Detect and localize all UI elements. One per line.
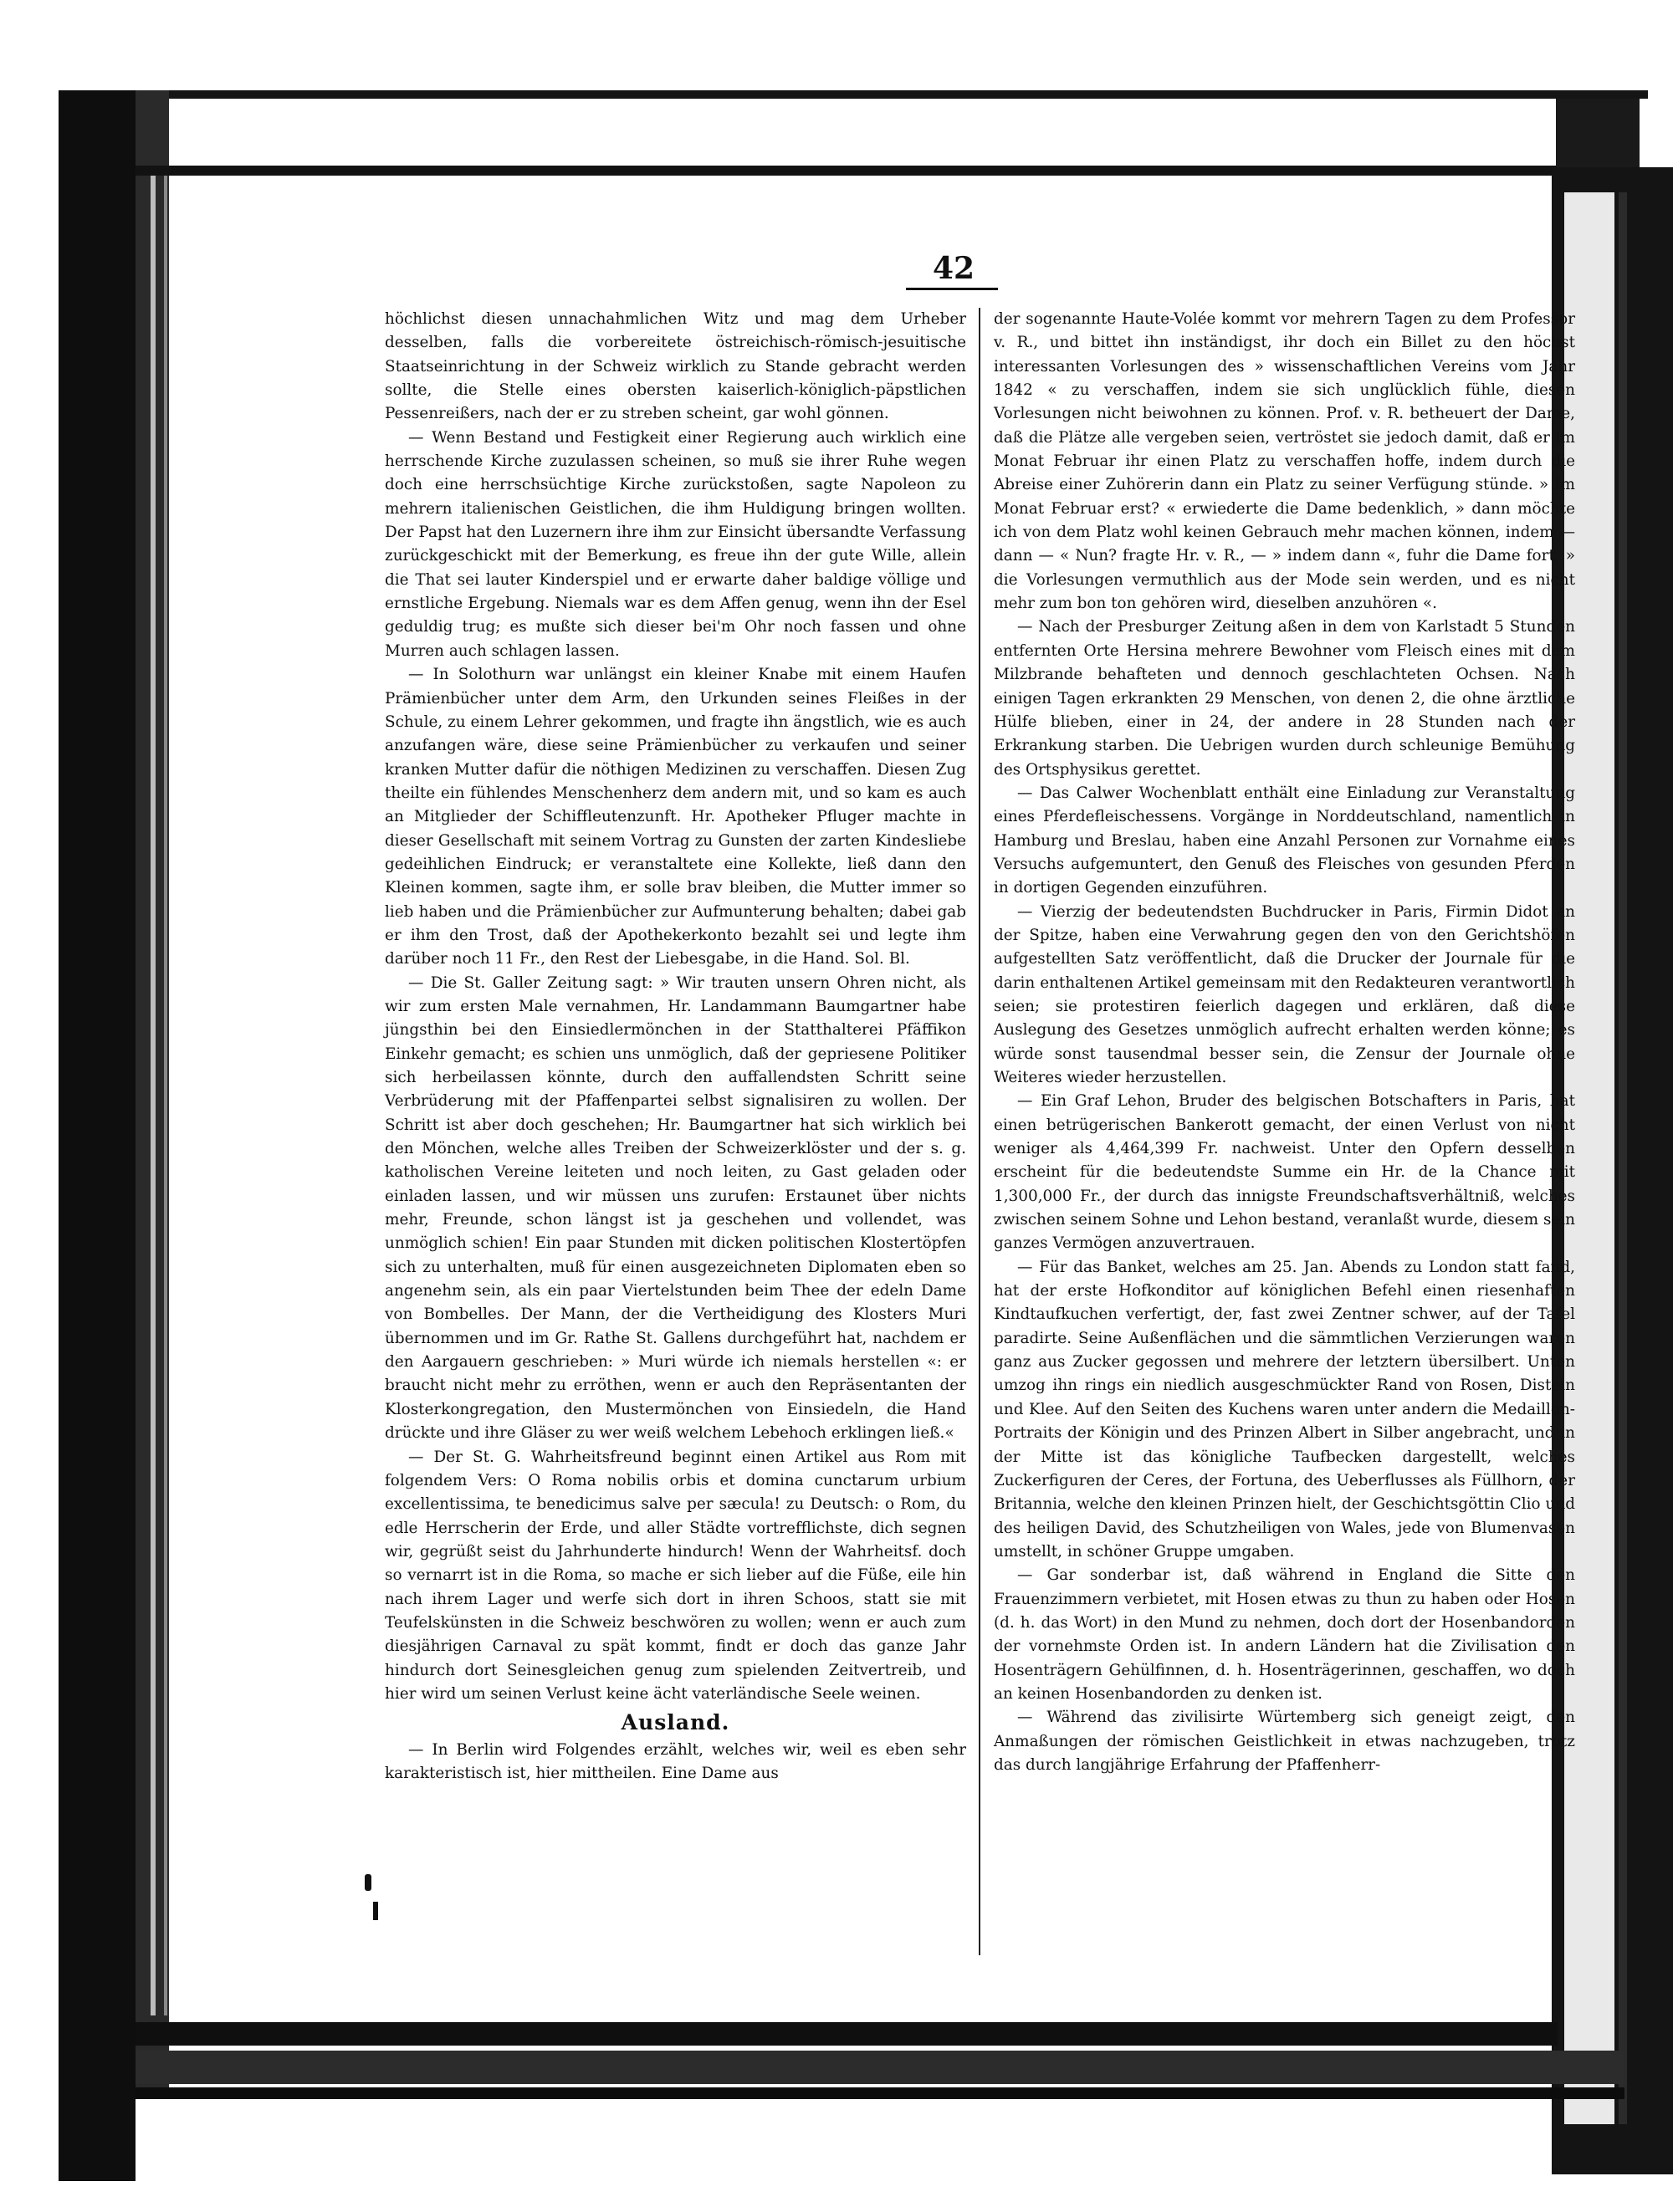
- spine-highlight: [151, 176, 156, 2015]
- left-column: [385, 308, 966, 1785]
- scan-left-border: [59, 90, 136, 2181]
- scan-bottom-shadow: [136, 2051, 1624, 2084]
- article-paragraph: — Der St. G. Wahrheitsfreund beginnt einen Artikel aus Rom mit folgendem Vers: O Roma nobilis orbis et domina cunctarum urbium excellentissima, te benedicimus salve per sæcula! zu Deutsch: o Rom, du edle Herrscherin der Erde, und aller Städte vortrefflichste, dich segnen wir, gegrüßt seist du Jahrhunderte hindurch! Wenn der Wahrheitsf. doch so vernarrt ist in die Roma, so mache er sich lieber auf die Füße, eile hin nach ihrem Lager und werfe sich dort in ihren Schoos, statt sie mit Teufelskünsten in die Schweiz beschwören zu wollen; wenn er auch zum diesjährigen Carnaval zu spät kommt, findt er doch das ganze Jahr hindurch dort Seinesgleichen genug zum spielenden Zeitvertreib, und hier wird um seinen Verlust keine ächt vaterländische Seele weinen.: [385, 1448, 966, 1703]
- article-paragraph: — Ein Graf Lehon, Bruder des belgischen Botschafters in Paris, hat einen betrügerischen Bankerott gemacht, der einen Verlust von nicht weniger als 4,464,399 Fr. nachweist. Unter den Opfern desselben erscheint für die bedeutendste Summe ein Hr. de la Chance mit 1,300,000 Fr., der durch das innigste Freundschaftsverhältniß, welches zwischen seinem Sohne und Lehon bestand, veranlaßt wurde, diesem sein ganzes Vermögen anzuvertrauen.: [994, 1092, 1575, 1253]
- article-paragraph: — Vierzig der bedeutendsten Buchdrucker in Paris, Firmin Didot an der Spitze, haben eine Verwahrung gegen den von den Gerichtshöfen aufgestellten Satz veröffentlicht, daß die Drucker der Journale für die darin enthaltenen Artikel gemeinsam mit den Redakteuren verantwortlich seien; sie protestiren feierlich dagegen und erklären, daß diese Auslegung des Gesetzes unmöglich aufrecht erhalten werden könne; es würde sonst tausendmal besser sein, die Zensur der Journale ohne Weiteres wieder herzustellen.: [994, 902, 1575, 1086]
- article-paragraph: — Während das zivilisirte Würtemberg sich geneigt zeigt, den Anmaßungen der römischen Geistlichkeit in etwas nachzugeben, trotz das durch langjährige Erfahrung der Pfaffenherr-: [994, 1709, 1575, 1774]
- scan-top-edge: [59, 90, 1648, 99]
- article-paragraph: — In Solothurn war unlängst ein kleiner Knabe mit einem Haufen Prämienbücher unter dem Arm, den Urkunden seines Fleißes in der Schule, zu einem Lehrer gekommen, und fragte ihn ängstlich, wie es auch anzufangen wäre, diese seine Prämienbücher zu verkaufen und seiner kranken Mutter dafür die nöthigen Medizinen zu verschaffen. Diesen Zug theilte ein fühlendes Menschenherz dem andern mit, und so kam es auch an Mitglieder der Schiffleutenzunft. Hr. Apotheker Pfluger machte in dieser Gesellschaft mit seinem Vortrag zu Gunsten der zarten Kindesliebe gedeihlichen Eindruck; er veranstaltete eine Kollekte, ließ dann den Kleinen kommen, sagte ihm, er solle brav bleiben, die Mutter immer so lieb haben und die Prämienbücher zur Aufmunterung behalten; dabei gab er ihm den Trost, daß der Apothekerkonto bezahlt sei und legte ihm darüber noch 11 Fr., den Rest der Liebesgabe, in die Hand. Sol. Bl.: [385, 666, 966, 968]
- section-heading-ausland: Ausland.: [621, 1710, 730, 1735]
- article-paragraph: höchlichst diesen unnachahmlichen Witz und mag dem Urheber desselben, falls die vorbereitete östreichisch-römisch-jesuitische Staatseinrichtung in der Schweiz wirklich zu Stande gebracht werden sollte, die Stelle eines obersten kaiserlich-königlich-päpstlichen Pessenreißers, nach der er zu streben scheint, gar wohl gönnen.: [385, 310, 966, 423]
- page-bottom-edge: [136, 2022, 1558, 2046]
- article-paragraph: — In Berlin wird Folgendes erzählt, welches wir, weil es eben sehr karakteristisch ist, hier mittheilen. Eine Dame aus: [385, 1740, 966, 1782]
- spine-highlight-2: [164, 176, 167, 2015]
- article-paragraph: — Gar sonderbar ist, daß während in England die Sitte den Frauenzimmern verbietet, mit Hosen etwas zu thun zu haben oder Hosen (d. h. das Wort) in den Mund zu nehmen, doch dort der Hosenbandorden der vornehmste Orden ist. In andern Ländern hat die Zivilisation den Hosenträgern Gehülfinnen, d. h. Hosenträgerinnen, geschaffen, wo doch an keinen Hosenbandorden zu denken ist.: [994, 1566, 1575, 1703]
- margin-ink-mark: [373, 1902, 378, 1920]
- page-edge-line: [1619, 192, 1627, 2124]
- article-paragraph: — Nach der Presburger Zeitung aßen in dem von Karlstadt 5 Stunden entfernten Orte Hersina mehrere Bewohner vom Fleisch eines mit dem Milzbrande behafteten und dennoch geschlachteten Ochsen. Nach einigen Tagen erkrankten 29 Menschen, von denen 2, die ohne ärztliche Hülfe blieben, einer in 24, der andere in 28 Stunden nach der Erkrankung starben. Die Uebrigen wurden durch schleunige Bemühung des Ortsphysikus gerettet.: [994, 618, 1575, 779]
- scan-bottom-border: [136, 2087, 1624, 2099]
- article-paragraph: — Die St. Galler Zeitung sagt: » Wir trauten unsern Ohren nicht, als wir zum ersten Male vernahmen, Hr. Landammann Baumgartner habe jüngsthin bei den Einsiedlermönchen in der Statthalterei Pfäffikon Einkehr gemacht; es schien uns unmöglich, daß der gepriesene Politiker sich herbeilassen könnte, durch den auffallendsten Schritt seine Verbrüderung mit der Pfaffenpartei selbst signalisiren zu wollen. Der Schritt ist aber doch geschehen; Hr. Baumgartner hat sich wirklich bei den Mönchen, welche alles Treiben der Schweizerklöster und der s. g. katholischen Vereine leiteten und noch leiten, zu Gast geladen oder einladen lassen, und wir müssen uns zurufen: Erstaunet über nichts mehr, Freunde, schon längst ist ja geschehen und vollendet, was unmöglich schien! Ein paar Stunden mit dicken politischen Klostertöpfen sich zu unterhalten, muß für einen ausgezeichneten Diplomaten eben so angenehm sein, als ein paar Viertelstunden beim Thee der edeln Dame von Bombelles. Der Mann, der die Vertheidigung des Klosters Muri übernommen und im Gr. Rathe St. Gallens durchgeführt hat, nachdem er den Aargauern geschrieben: » Muri würde ich niemals herstellen «: er braucht nicht mehr zu erröthen, wenn er auch den Repräsentanten der Klosterkongregation, den Mustermönchen von Einsiedeln, die Hand drückte und ihre Gläser zu wer weiß welchem Lebehoch erklingen ließ.«: [385, 973, 966, 1443]
- article-paragraph: — Das Calwer Wochenblatt enthält eine Einladung zur Veranstaltung eines Pferdefleischessens. Vorgänge in Norddeutschland, namentlich in Hamburg und Breslau, haben eine Anzahl Personen zur Vornahme eines Versuchs aufgemuntert, den Genuß des Fleisches von gesunden Pferden in dortigen Gegenden einzuführen.: [994, 784, 1575, 897]
- header-rule: [906, 288, 998, 290]
- right-column: [994, 308, 1575, 1777]
- article-paragraph: — Wenn Bestand und Festigkeit einer Regierung auch wirklich eine herrschende Kirche zuzulassen scheinen, so muß sie ihrer Ruhe wegen doch eine herrschsüchtige Kirche zurückstoßen, sagte Napoleon zu mehrern italienischen Geistlichen, die ihm Huldigung bringen wollten. Der Papst hat den Luzernern ihre ihm zur Einsicht übersandte Verfassung zurückgeschickt mit der Bemerkung, es freue ihn der gute Wille, allein die That sei lauter Kinderspiel und er erwarte daher baldige völlige und ernstliche Ergebung. Niemals war es dem Affen genug, wenn ihn der Esel geduldig trug; es mußte sich dieser bei'm Ohr noch fassen und ohne Murren auch schlagen lassen.: [385, 428, 966, 660]
- article-paragraph: — Für das Banket, welches am 25. Jan. Abends zu London statt fand, hat der erste Hofkonditor auf königlichen Befehl einen riesenhaften Kindtaufkuchen verfertigt, der, fast zwei Zentner schwer, auf der Tafel paradirte. Seine Außenflächen und die sämmtlichen Verzierungen waren ganz aus Zucker gegossen und mehrere der letztern übersilbert. Unten umzog ihn rings ein niedlich ausgeschmückter Rand von Rosen, Disteln und Klee. Auf den Seiten des Kuchens waren unter andern die Medaillon-Portraits der Königin und des Prinzen Albert in Silber angebracht, und in der Mitte ist das königliche Taufbecken dargestellt, welches Zuckerfiguren der Ceres, der Fortuna, des Ueberflusses als Füllhorn, der Britannia, welche den kleinen Prinzen hielt, der Geschichtsgöttin Clio und des heiligen David, des Schutzheiligen von Wales, jede von Blumenvasen umstellt, in schöner Gruppe umgaben.: [994, 1258, 1575, 1561]
- column-divider: [979, 308, 980, 1955]
- page-top-edge: [136, 166, 1558, 176]
- margin-ink-mark: [365, 1874, 371, 1891]
- article-paragraph: der sogenannte Haute-Volée kommt vor mehrern Tagen zu dem Professor v. R., und bittet ihn inständigst, ihr doch ein Billet zu den höchst interessanten Vorlesungen des » wissenschaftlichen Vereins vom Jahr 1842 « zu verschaffen, indem sie sich unglücklich fühle, diesen Vorlesungen nicht beiwohnen zu können. Prof. v. R. betheuert der Dame, daß die Plätze alle vergeben seien, vertröstet sie jedoch damit, daß er im Monat Februar ihr einen Platz zu verschaffen hoffe, indem durch die Abreise einer Zuhörerin dann ein Platz zu seiner Verfügung stünde. » Im Monat Februar erst? « erwiederte die Dame bedenklich, » dann möchte ich von dem Platz wohl keinen Gebrauch mehr machen können, indem — dann — « Nun? fragte Hr. v. R., — » indem dann «, fuhr die Dame fort, » die Vorlesungen vermuthlich aus der Mode sein werden, und es nicht mehr zum bon ton gehören wird, dieselben anzuhören «.: [994, 310, 1575, 613]
- page-number: 42: [932, 251, 975, 286]
